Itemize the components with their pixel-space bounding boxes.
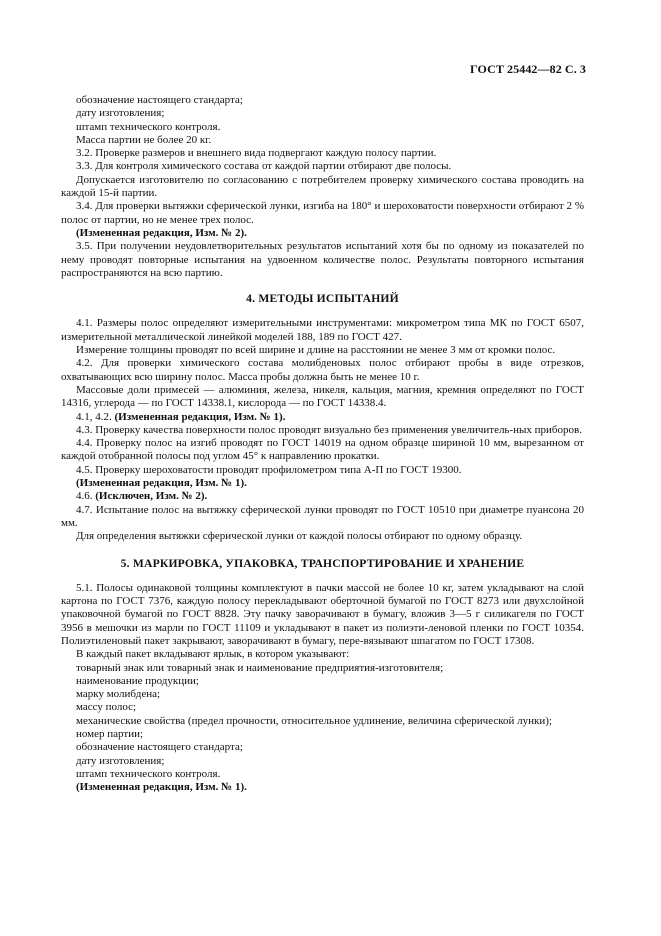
paragraph bbox=[61, 424, 584, 437]
paragraph bbox=[61, 134, 584, 147]
paragraph-text: обозначение настоящего стандарта; bbox=[76, 741, 243, 754]
paragraph-text: 4.4. Проверку полос на изгиб проводят по ГОСТ 14019 на одном образце шириной 10 мм, вырезанном от каждой отобранной полосы под углом 45° к направлению прокатки. bbox=[61, 437, 584, 463]
paragraph bbox=[61, 107, 584, 120]
paragraph bbox=[61, 715, 584, 728]
paragraph bbox=[61, 147, 584, 160]
paragraph-text: штамп технического контроля. bbox=[76, 120, 221, 133]
paragraph-text: 4.3. Проверку качества поверхности полос проводят визуально без применения увеличитель-ных приборов. bbox=[76, 423, 582, 436]
paragraph bbox=[61, 728, 584, 741]
paragraph bbox=[61, 688, 584, 701]
paragraph-text: номер партии; bbox=[76, 728, 144, 741]
paragraph bbox=[61, 160, 584, 173]
paragraph-text: (Измененная редакция, Изм. № 2). bbox=[76, 226, 247, 239]
paragraph-text: Для определения вытяжки сферической лунки от каждой полосы отбирают по одному образцу. bbox=[76, 530, 523, 543]
paragraph bbox=[61, 344, 584, 357]
amendment-note: (Измененная редакция, Изм. № 1). bbox=[114, 410, 286, 423]
paragraph-text: 4.7. Испытание полос на вытяжку сферической лунки проводят по ГОСТ 10510 при диаметре пуансона 20 мм. bbox=[61, 503, 584, 529]
section-5-body bbox=[61, 582, 584, 795]
paragraph bbox=[61, 504, 584, 531]
paragraph bbox=[61, 174, 584, 201]
paragraph-text: 5.1. Полосы одинаковой толщины комплектуют в пачки массой не более 10 кг, затем укладывают на слой картона по ГОСТ 7376, каждую полосу перекладывают оберточной бумагой по ГОСТ 8273 или двухслойной упаковочной бумагой по ГОСТ 8828. Эту пачку заворачивают в бумагу, вложив 3—5 г силикагеля по ГОСТ 3956 в мешочки из марли по ГОСТ 11109 и укладывают в пакет из полиэти-леновой пленки по ГОСТ 10354. Полиэтиленовый пакет закрывают, заворачивают в бумагу, пере-вязывают шпагатом по ГОСТ 17308. bbox=[61, 581, 584, 647]
paragraph-text: дату изготовления; bbox=[76, 754, 165, 767]
paragraph-text: Допускается изготовителю по согласованию с потребителем проверку химического состава проводить на каждой 15-й партии. bbox=[61, 173, 584, 200]
paragraph bbox=[61, 768, 584, 781]
amendment-note: (Исключен, Изм. № 2). bbox=[95, 490, 208, 503]
paragraph-text: 4.5. Проверку шероховатости проводят профилометром типа А-П по ГОСТ 19300. bbox=[76, 463, 462, 476]
paragraph bbox=[61, 437, 584, 464]
paragraph bbox=[61, 755, 584, 768]
paragraph-text: 4.2. Для проверки химического состава молибденовых полос отбирают пробы в виде отрезков, охватывающих всю ширину полос. Масса пробы должна быть не менее 10 г. bbox=[61, 357, 584, 383]
document-body bbox=[61, 94, 584, 795]
paragraph bbox=[61, 490, 584, 503]
paragraph-text: 3.5. При получении неудовлетворительных результатов испытаний хотя бы по одному из показателей по нему проводят повторные испытания на удвоенном количестве полос. Результаты повторного испытания распространяются на всю партию. bbox=[61, 240, 584, 279]
paragraph-text: 4.1. Размеры полос определяют измерительными инструментами: микрометром типа МК по ГОСТ 6507, измерительной металлической линейкой моделей 188, 189 по ГОСТ 427. bbox=[61, 317, 584, 343]
paragraph-text: 3.3. Для контроля химического состава от каждой партии отбирают две полосы. bbox=[76, 160, 452, 173]
paragraph bbox=[61, 662, 584, 675]
section-4-body bbox=[61, 317, 584, 543]
section-5-title: 5. МАРКИРОВКА, УПАКОВКА, ТРАНСПОРТИРОВАНИЕ И ХРАНЕНИЕ bbox=[120, 556, 525, 570]
paragraph bbox=[61, 94, 584, 107]
paragraph bbox=[61, 781, 584, 794]
section-4-title: 4. МЕТОДЫ ИСПЫТАНИЙ bbox=[246, 292, 399, 306]
paragraph-text: дату изготовления; bbox=[76, 107, 165, 120]
paragraph-text: Измерение толщины проводят по всей ширине и длине на расстоянии не менее 3 мм от кромки полос. bbox=[76, 344, 556, 357]
paragraph bbox=[61, 701, 584, 714]
paragraph bbox=[61, 227, 584, 240]
paragraph bbox=[61, 675, 584, 688]
paragraph bbox=[61, 530, 584, 543]
paragraph-text: товарный знак или товарный знак и наименование предприятия-изготовителя; bbox=[76, 661, 444, 674]
paragraph-text: марку молибдена; bbox=[76, 688, 161, 701]
paragraph bbox=[61, 200, 584, 227]
paragraph-text: 4.1, 4.2. bbox=[76, 410, 115, 423]
paragraph bbox=[61, 648, 584, 661]
paragraph-text: массу полос; bbox=[76, 701, 137, 714]
paragraph-text: 3.2. Проверке размеров и внешнего вида подвергают каждую полосу партии. bbox=[76, 147, 437, 160]
paragraph-text: Масса партии не более 20 кг. bbox=[76, 133, 212, 146]
paragraph-text: штамп технического контроля. bbox=[76, 767, 221, 780]
paragraph-text: В каждый пакет вкладывают ярлык, в котором указывают: bbox=[76, 648, 350, 661]
paragraph bbox=[61, 477, 584, 490]
paragraph-text: (Измененная редакция, Изм. № 1). bbox=[76, 781, 247, 794]
paragraph bbox=[61, 317, 584, 344]
paragraph-text: обозначение настоящего стандарта; bbox=[76, 94, 243, 106]
paragraph-text: наименование продукции; bbox=[76, 674, 199, 687]
paragraph bbox=[61, 411, 584, 424]
page-header: ГОСТ 25442—82 С. 3 bbox=[470, 62, 586, 76]
paragraph bbox=[61, 464, 584, 477]
paragraph-text: 4.6. bbox=[76, 490, 96, 503]
paragraph bbox=[61, 741, 584, 754]
paragraph bbox=[61, 357, 584, 384]
paragraph bbox=[61, 582, 584, 648]
paragraph-text: механические свойства (предел прочности, относительное удлинение, величина сферической лунки); bbox=[76, 714, 552, 727]
paragraph bbox=[61, 121, 584, 134]
section-3-end bbox=[61, 94, 584, 280]
paragraph bbox=[61, 240, 584, 280]
paragraph-text: (Измененная редакция, Изм. № 1). bbox=[76, 477, 247, 490]
paragraph-text: 3.4. Для проверки вытяжки сферической лунки, изгиба на 180° и шероховатости поверхности отбирают 2 % полос от партии, но не менее трех полос. bbox=[61, 200, 584, 226]
paragraph bbox=[61, 384, 584, 411]
paragraph-text: Массовые доли примесей — алюминия, железа, никеля, кальция, магния, кремния определяют по ГОСТ 14316, углерода — по ГОСТ 14338.1, кислорода — по ГОСТ 14338.4. bbox=[61, 383, 584, 410]
